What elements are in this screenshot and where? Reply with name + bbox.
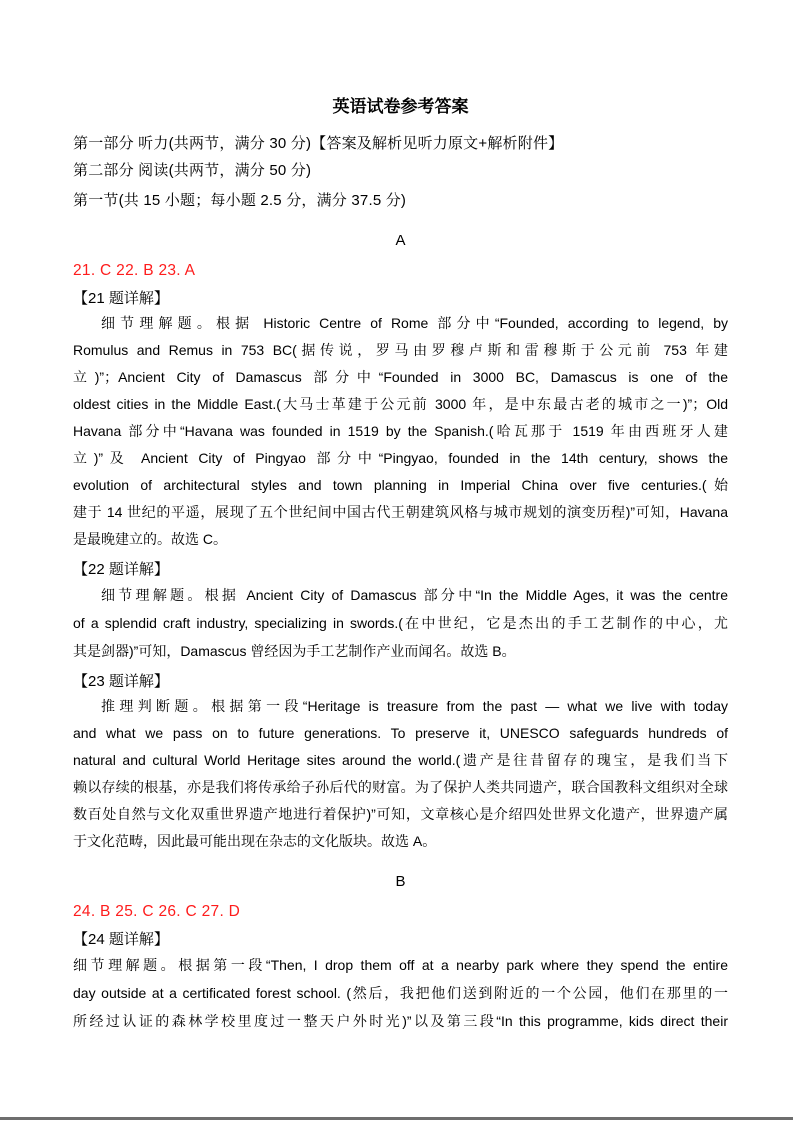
q22-explanation <box>73 581 728 665</box>
q24-line: day outside at a certificated forest school. (然后，我把他们送到附近的一个公园，他们在那里的一 <box>73 985 728 1001</box>
passage-b-label: B <box>395 873 406 890</box>
q23-line: 赖以存续的根基，亦是我们将传承给子孙后代的财富。为了保护人类共同遗产，联合国教科文组织对全球 <box>73 779 728 795</box>
passage-a-label: A <box>395 232 406 249</box>
q21-explanation <box>73 310 728 553</box>
q23-line: natural and cultural World Heritage sites around the world.(遗产是往昔留存的瑰宝，是我们当下 <box>73 752 728 768</box>
page-bottom-border <box>0 1117 793 1120</box>
q23-line: 于文化范畴，因此最可能出现在杂志的文化版块。故选 A。 <box>73 833 437 849</box>
q23-line: 推理判断题。根据第一段“Heritage is treasure from the past — what we live with today <box>101 698 728 714</box>
q22-heading: 【22 题详解】 <box>73 561 169 578</box>
q23-explanation <box>73 693 728 855</box>
q22-line: 细节理解题。根据 Ancient City of Damascus 部分中“In the Middle Ages, it was the centre <box>101 587 728 603</box>
q21-line: Romulus and Remus in 753 BC(据传说，罗马由罗穆卢斯和雷穆斯于公元前 753 年建 <box>73 342 728 358</box>
q21-line: evolution of architectural styles and town planning in Imperial China over five centuries.(始 <box>73 477 728 493</box>
answers-21-23: 21. C 22. B 23. A <box>73 262 196 279</box>
q21-line: 立)”；Ancient City of Damascus 部分中“Founded in 3000 BC, Damascus is one of the <box>73 369 728 385</box>
q24-line: 细节理解题。根据第一段“Then, I drop them off at a nearby park where they spend the entire <box>73 957 728 973</box>
q21-heading: 【21 题详解】 <box>73 290 169 307</box>
q21-line: 立)”及 Ancient City of Pingyao 部分中“Pingyao, founded in the 14th century, shows the <box>73 450 728 466</box>
page-title: 英语试卷参考答案 <box>332 97 469 116</box>
header-section1-scoring: 第一节(共 15 小题；每小题 2.5 分，满分 37.5 分) <box>73 192 407 209</box>
q21-line: oldest cities in the Middle East.(大马士革建于公元前 3000 年，是中东最古老的城市之一)”；Old <box>73 396 728 412</box>
q21-line: Havana 部分中“Havana was founded in 1519 by the Spanish.(哈瓦那于 1519 年由西班牙人建 <box>73 423 728 439</box>
q23-line: and what we pass on to future generations. To preserve it, UNESCO safeguards hundreds of <box>73 725 728 741</box>
q24-line: 所经过认证的森林学校里度过一整天户外时光)”以及第三段“In this programme, kids direct their <box>73 1013 728 1029</box>
q24-explanation <box>73 951 728 1035</box>
q21-line: 是最晚建立的。故选 C。 <box>73 531 227 547</box>
header-part1-listening: 第一部分 听力(共两节，满分 30 分)【答案及解析见听力原文+解析附件】 <box>73 135 564 152</box>
answers-24-27: 24. B 25. C 26. C 27. D <box>73 903 241 920</box>
q21-line: 细节理解题。根据 Historic Centre of Rome 部分中“Founded, according to legend, by <box>101 315 728 331</box>
header-part2-reading: 第二部分 阅读(共两节，满分 50 分) <box>73 162 312 179</box>
q22-line: of a splendid craft industry, specializing in swords.(在中世纪，它是杰出的手工艺制作的中心，尤 <box>73 615 728 631</box>
q23-heading: 【23 题详解】 <box>73 673 169 690</box>
q24-heading: 【24 题详解】 <box>73 931 169 948</box>
q23-line: 数百处自然与文化双重世界遗产地进行着保护)”可知，文章核心是介绍四处世界文化遗产，世界遗产属 <box>73 806 728 822</box>
q21-line: 建于 14 世纪的平遥，展现了五个世纪间中国古代王朝建筑风格与城市规划的演变历程)”可知，Havana <box>73 504 728 520</box>
q22-line: 其是剑器)”可知，Damascus 曾经因为手工艺制作产业而闻名。故选 B。 <box>73 643 516 659</box>
